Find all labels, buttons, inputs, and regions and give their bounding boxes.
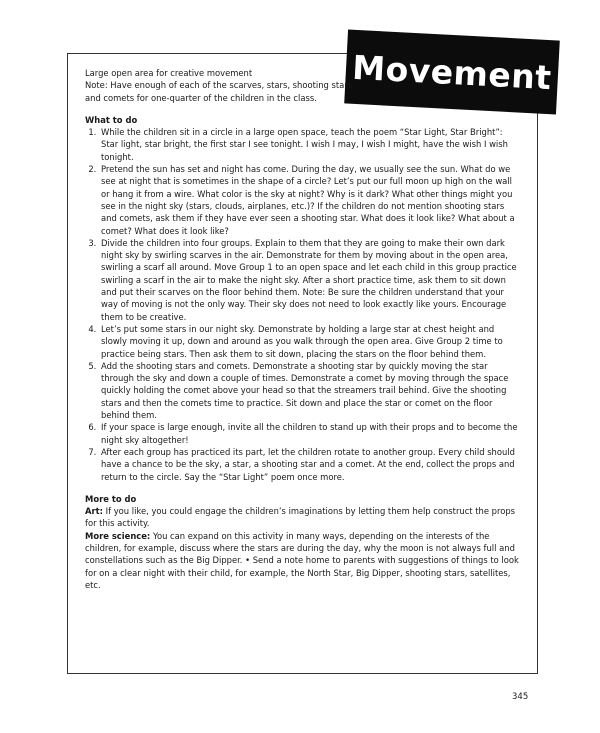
more-item-label: More science: <box>85 530 151 541</box>
step-item: 7. After each group has practiced its part, let the children rotate to another group. Every child should have a chance to be the sky, a star, a shooting star and a comet. At the end, collect the props and return to the circle. Say the “Star Light” poem once more. <box>99 446 520 483</box>
more-item-text: If you like, you could engage the children’s imaginations by letting them help construct the props for this activity. <box>85 506 516 529</box>
step-item: 5. Add the shooting stars and comets. Demonstrate a shooting star by quickly moving the star through the sky and down a couple of times. Demonstrate a comet by moving through the space quickly holding the comet above your head so that the streamers trail behind. Give the shooting stars and then the comets time to practice. Sit down and place the star or comet on the floor behind them. <box>99 360 520 421</box>
step-item: 1. While the children sit in a circle in a large open space, teach the poem “Star Light, Star Bright”: Star light, star bright, the first star I see tonight. I wish I may, I wish I might, have the wish I wish tonight. <box>99 126 520 163</box>
step-item: 4. Let’s put some stars in our night sky. Demonstrate by holding a large star at chest height and slowly moving it up, down and around as you walk through the open area. Give Group 2 time to practice being stars. Then ask them to sit down, placing the stars on the floor behind them. <box>99 323 520 360</box>
materials-block <box>85 67 355 104</box>
steps-list <box>85 126 520 483</box>
more-item-label: Art: <box>85 506 103 517</box>
more-item-science <box>85 530 520 591</box>
more-item-text: You can expand on this activity in many ways, depending on the interests of the children, for example, discuss where the stars are during the day, why the moon is not always full and constellations such as the Big Dipper. • Send a note home to parents with suggestions of things to look for on a clear night with their child, for example, the North Star, Big Dipper, shooting stars, satellites, etc. <box>85 530 519 590</box>
more-to-do-list <box>85 505 520 591</box>
more-to-do-heading: More to do <box>85 493 137 504</box>
activity-content <box>85 67 520 591</box>
step-item: 6. If your space is large enough, invite all the children to stand up with their props and to become the night sky altogether! <box>99 421 520 446</box>
more-item-art <box>85 505 520 530</box>
step-item: 3. Divide the children into four groups. Explain to them that they are going to make their own dark night sky by swirling scarves in the air. Demonstrate for them by moving about in the open area, swirling a scarf all around. Move Group 1 to an open space and let each child in this group practice swirling a scarf in the air to make the night sky. After a short practice time, ask them to sit down and put their scarves on the floor behind them. Note: Be sure the children understand that your way of moving is not the only way. Their sky does not need to look exactly like yours. Encourage them to be creative. <box>99 237 520 323</box>
page-number: 345 <box>512 692 529 702</box>
section-title: Movement <box>351 47 553 97</box>
step-item: 2. Pretend the sun has set and night has come. During the day, we usually see the sun. What do we see at night that is sometimes in the shape of a circle? Let’s put our full moon up high on the wall or hang it from a wire. What color is the sky at night? Why is it dark? What other things might you see in the night sky (stars, clouds, airplanes, etc.)? If the children do not mention shooting stars and comets, ask them if they have ever seen a shooting star. What does it look like? What about a comet? What does it look like? <box>99 163 520 237</box>
what-to-do-heading: What to do <box>85 114 138 125</box>
materials-line: Large open area for creative movement <box>85 68 253 78</box>
materials-note: Note: Have enough of each of the scarves, stars, shooting stars and comets for one-quarter of the children in the class. <box>85 80 353 103</box>
